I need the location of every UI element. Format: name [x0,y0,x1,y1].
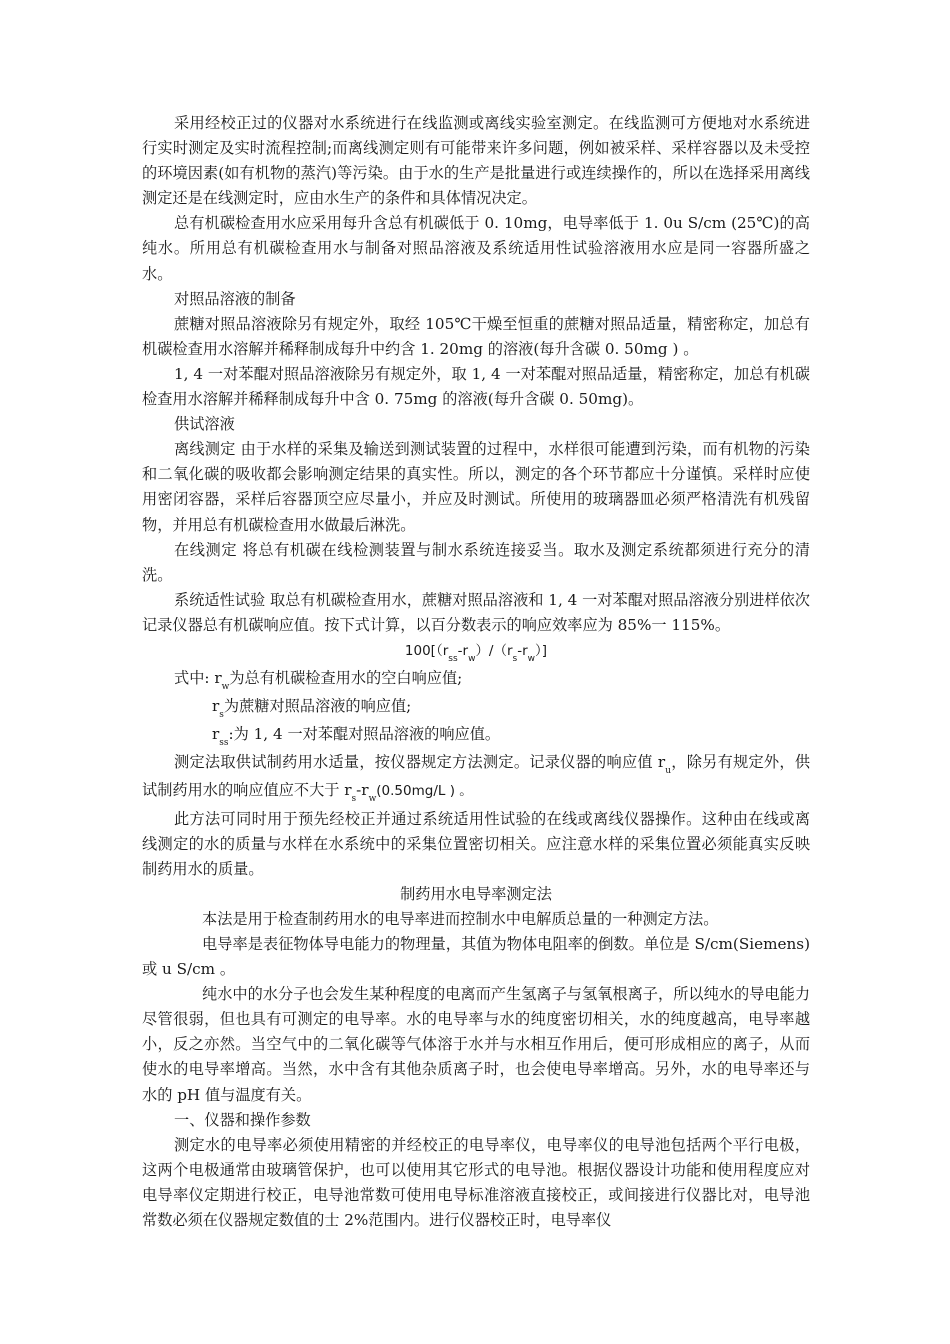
paragraph-pure-water-conductivity: 纯水中的水分子也会发生某种程度的电离而产生氢离子与氢氧根离子，所以纯水的导电能力尽管很弱，但也具有可测定的电导率。水的电导率与水的纯度密切相关，水的纯度越高，电导率越小，反之亦然。当空气中的二氧化碳等气体溶于水并与水相互作用后，便可形成相应的离子，从而使水的电导率增高。当然，水中含有其他杂质离子时，也会使电导率增高。另外，水的电导率还与水的 pH 值与温度有关。 [142,985,810,1104]
paragraph-method-applicability: 此方法可同时用于预先经校正并通过系统适用性试验的在线或离线仪器操作。这种由在线或离线测定的水的质量与水样在水系统中的采集位置密切相关。应注意水样的采集位置必须能真实反映制药用水的质量。 [142,809,810,878]
definition-rw: 式中: $r_w$为总有机碳检查用水的空白响应值; [174,669,463,693]
paragraph-system-suitability: 系统适性试验 取总有机碳检查用水，蔗糖对照品溶液和 1, 4 一对苯醌对照品溶液分别进样依次记录仪器总有机碳响应值。按下式计算，以百分数表示的响应效率应为 85%一 115%。 [142,590,810,634]
heading-test-solution: 供试溶液 [174,415,235,434]
paragraph-offline-measurement: 离线测定 由于水样的采集及输送到测试装置的过程中，水样很可能遭到污染，而有机物的污染和二氧化碳的吸收都会影响测定结果的真实性。所以，测定的各个环节都应十分谨慎。采样时应使用密闭容器，采样后容器顶空应尽量小，并应及时测试。所使用的玻璃器皿必须严格清洗有机残留物，并用总有机碳检查用水做最后淋洗。 [142,440,810,534]
paragraph-conductivity-definition: 电导率是表征物体导电能力的物理量，其值为物体电阻率的倒数。单位是 S/cm(Siemens)或 u S/cm 。 [142,935,810,979]
definition-rss: $r_{ss}$:为 1, 4 一对苯醌对照品溶液的响应值。 [212,725,501,749]
document-page [142,111,810,1233]
paragraph-toc-water: 总有机碳检查用水应采用每升含总有机碳低于 0. 10mg，电导率低于 1. 0u S/cm (25℃)的高纯水。所用总有机碳检查用水与制备对照品溶液及系统适用性试验溶液用水应是同一容器所盛之水。 [142,214,810,283]
paragraph-online-measurement: 在线测定 将总有机碳在线检测装置与制水系统连接妥当。取水及测定系统都须进行充分的清洗。 [142,540,810,584]
definition-rs: $r_s$为蔗糖对照品溶液的响应值; [212,697,412,721]
heading-instrument-parameters: 一、仪器和操作参数 [174,1110,311,1129]
paragraph-conductivity-purpose: 本法是用于检查制药用水的电导率进而控制水中电解质总量的一种测定方法。 [202,909,719,928]
paragraph-measurement-method: 测定法取供试制药用水适量，按仪器规定方法测定。记录仪器的响应值 $r_u$，除另有规定外，供试制药用水的响应值应不大于 $r_s-r_w(0.50mg/L$ ) 。 [142,753,811,805]
paragraph-online-offline: 采用经校正过的仪器对水系统进行在线监测或离线实验室测定。在线监测可方便地对水系统进行实时测定及实时流程控制;而离线测定则有可能带来许多问题，例如被采样、采样容器以及未受控的环境因素(如有机物的蒸汽)等污染。由于水的生产是批量进行或连续操作的，所以在选择采用离线测定还是在线测定时，应由水生产的条件和具体情况决定。 [142,114,810,208]
heading-reference-solution: 对照品溶液的制备 [174,289,296,308]
paragraph-benzoquinone-reference: 1, 4 一对苯醌对照品溶液除另有规定外，取 1, 4 一对苯醌对照品适量，精密称定，加总有机碳检查用水溶解并稀释制成每升中含 0. 75mg 的溶液(每升含碳 0. 50mg)。 [142,364,810,409]
paragraph-conductivity-meter: 测定水的电导率必须使用精密的并经校正的电导率仪，电导率仪的电导池包括两个平行电极，这两个电极通常由玻璃管保护，也可以使用其它形式的电导池。根据仪器设计功能和使用程度应对电导率仪定期进行校正，电导池常数可使用电导标准溶液直接校正，或间接进行仪器比对，电导池常数必须在仪器规定数值的士 2%范围内。进行仪器校正时，电导率仪 [142,1135,810,1230]
paragraph-sucrose-reference: 蔗糖对照品溶液除另有规定外，取经 105℃干燥至恒重的蔗糖对照品适量，精密称定，加总有机碳检查用水溶解并稀释制成每升中约含 1. 20mg 的溶液(每升含碳 0. 50mg ) 。 [142,314,810,358]
response-efficiency-formula: $100[(r_{ss}-r_w)/(r_s-r_w)]$ [404,642,548,664]
section-title-conductivity: 制药用水电导率测定法 [400,884,552,903]
